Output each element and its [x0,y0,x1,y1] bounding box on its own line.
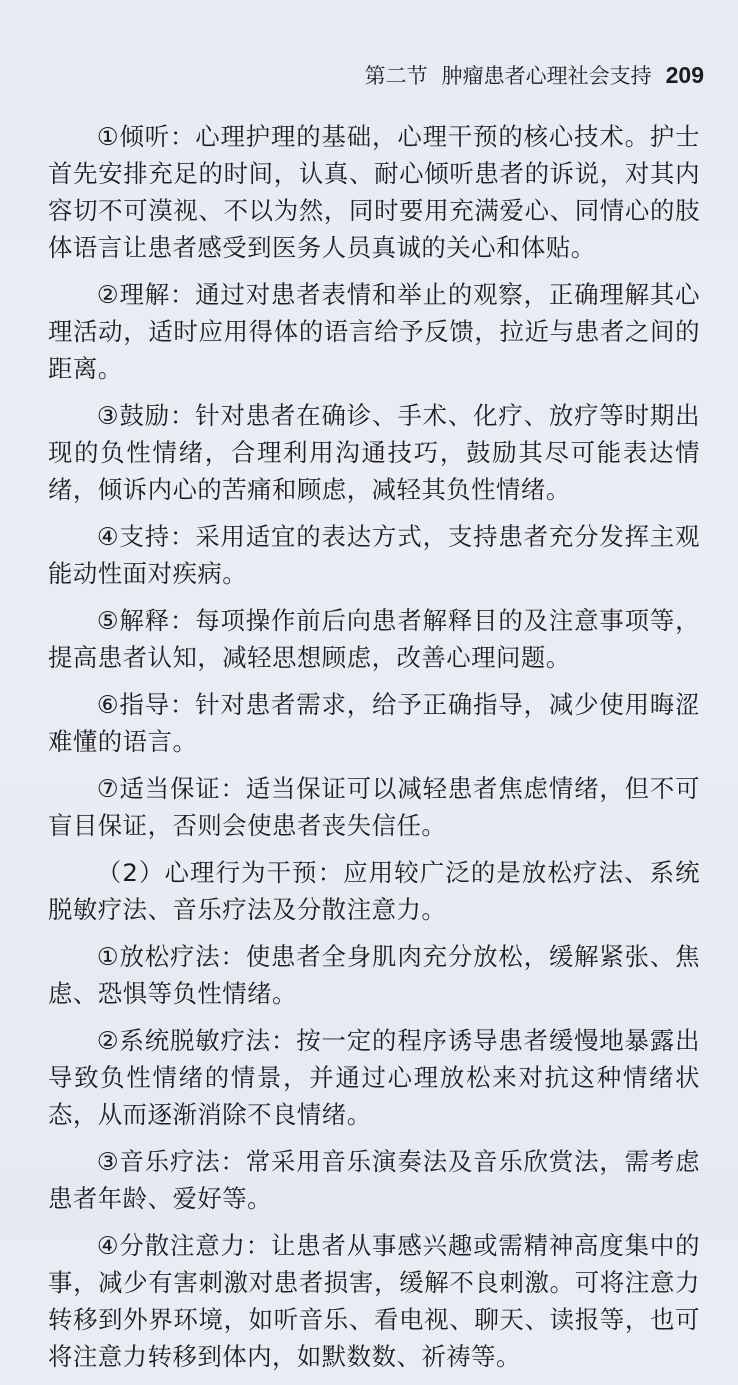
paragraph-guidance: ⑥指导：针对患者需求，给予正确指导，减少使用晦涩难懂的语言。 [48,690,700,756]
paragraph-encouragement: ③鼓励：针对患者在确诊、手术、化疗、放疗等时期出现的负性情绪，合理利用沟通技巧，鼓励其尽可能表达情绪，倾诉内心的苦痛和顾虑，减轻其负性情绪。 [48,401,700,504]
paragraph-distraction: ④分散注意力：让患者从事感兴趣或需精神高度集中的事，减少有害刺激对患者损害，缓解不良刺激。可将注意力转移到外界环境，如听音乐、看电视、聊天、读报等，也可将注意力转移到体内，如默数数、祈祷等。 [48,1231,700,1371]
page-number: 209 [665,62,704,88]
paragraph-reassurance: ⑦适当保证：适当保证可以减轻患者焦虑情绪，但不可盲目保证，否则会使患者丧失信任。 [48,774,700,840]
running-header [365,60,704,94]
paragraph-music-therapy: ③音乐疗法：常采用音乐演奏法及音乐欣赏法，需考虑患者年龄、爱好等。 [48,1147,700,1213]
body-text [48,118,700,1385]
paragraph-support: ④支持：采用适宜的表达方式，支持患者充分发挥主观能动性面对疾病。 [48,522,700,588]
chapter-title: 肿瘤患者心理社会支持 [441,64,652,88]
paragraph-relaxation-therapy: ①放松疗法：使患者全身肌肉充分放松，缓解紧张、焦虑、恐惧等负性情绪。 [48,942,700,1008]
paragraph-systematic-desensitization: ②系统脱敏疗法：按一定的程序诱导患者缓慢地暴露出导致负性情绪的情景，并通过心理放松来对抗这种情绪状态，从而逐渐消除不良情绪。 [48,1026,700,1129]
paragraph-behavioral-intervention: （2）心理行为干预：应用较广泛的是放松疗法、系统脱敏疗法、音乐疗法及分散注意力。 [48,858,700,924]
section-label: 第二节 [364,64,428,88]
paragraph-listening: ①倾听：心理护理的基础，心理干预的核心技术。护士首先安排充足的时间，认真、耐心倾听患者的诉说，对其内容切不可漠视、不以为然，同时要用充满爱心、同情心的肢体语言让患者感受到医务人员真诚的关心和体贴。 [48,122,700,262]
paragraph-understanding: ②理解：通过对患者表情和举止的观察，正确理解其心理活动，适时应用得体的语言给予反馈，拉近与患者之间的距离。 [48,280,700,383]
paragraph-explanation: ⑤解释：每项操作前后向患者解释目的及注意事项等，提高患者认知，减轻思想顾虑，改善心理问题。 [48,606,700,672]
